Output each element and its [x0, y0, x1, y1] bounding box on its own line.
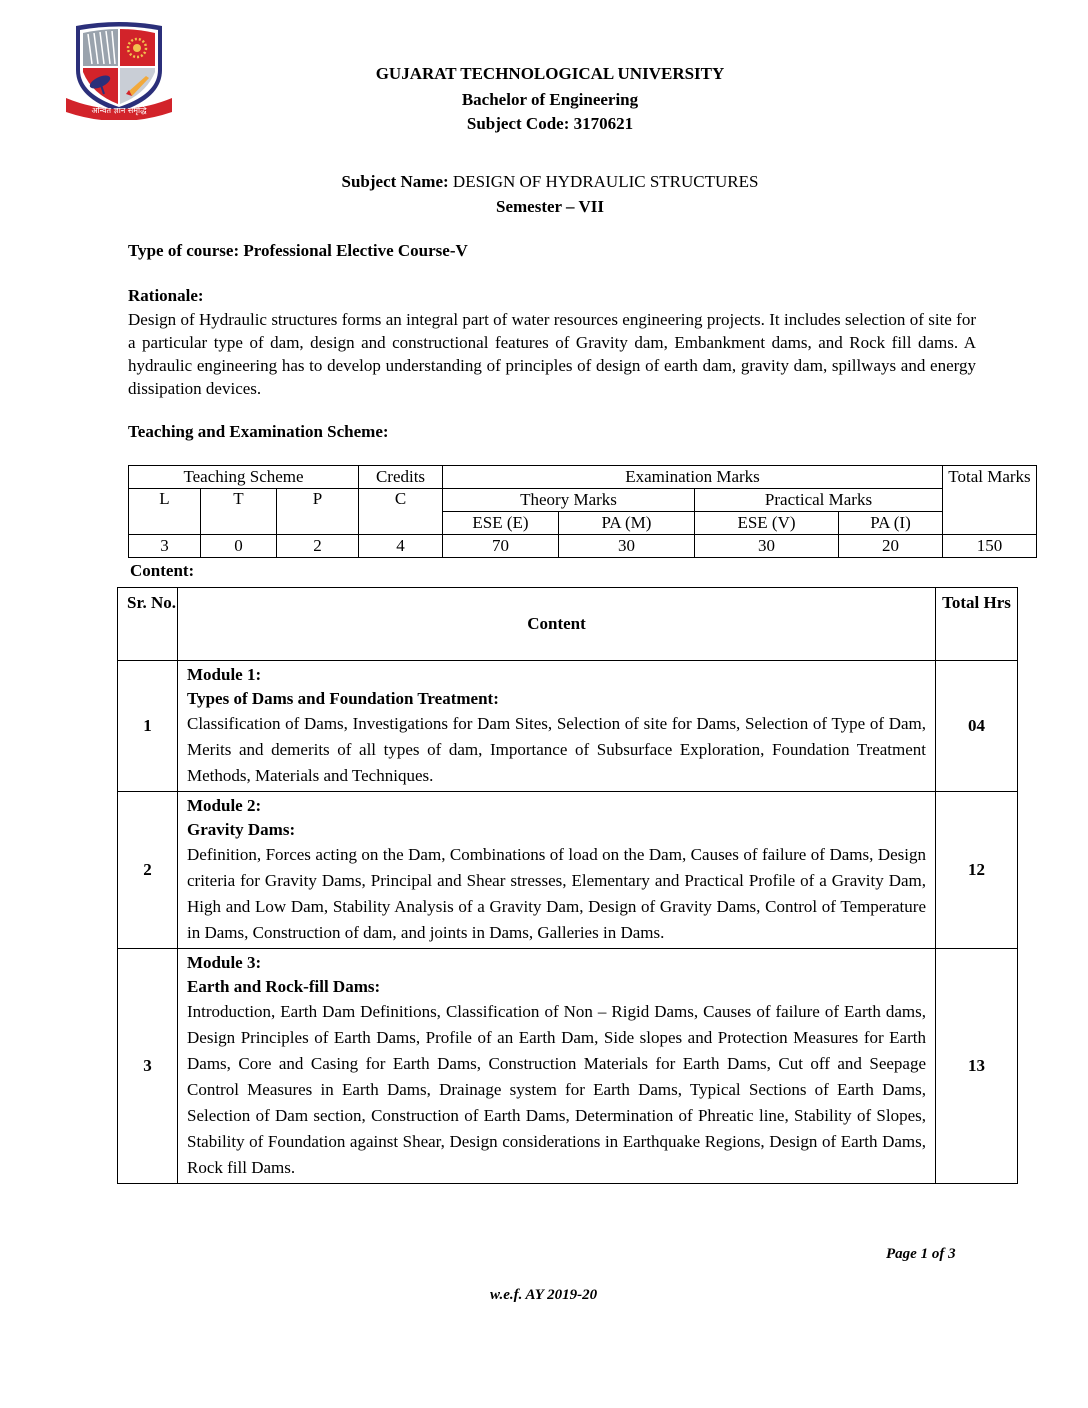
- module-number: Module 1:: [187, 665, 262, 684]
- content-table: [117, 587, 1018, 1184]
- credits-header: Credits: [359, 466, 443, 489]
- svg-text:अन्वित ज्ञान समृद्धि: अन्वित ज्ञान समृद्धि: [91, 106, 147, 115]
- rationale-text: Design of Hydraulic structures forms an integral part of water resources engineering projects. It includes selection of site for a particular type of dam, design and constructional features of Gravity dam, Embankment dams, and Rock fill dams. A hydraulic engineering has to develop understanding of principles of design of earth dam, gravity dam, spillways and energy dissipation devices.: [128, 310, 976, 398]
- table-row: [118, 792, 1018, 949]
- module-number: Module 2:: [187, 796, 262, 815]
- sr-no: 2: [118, 792, 178, 949]
- pa-m-header: PA (M): [559, 512, 695, 535]
- effective-from: w.e.f. AY 2019-20: [490, 1287, 598, 1303]
- module-text: Introduction, Earth Dam Definitions, Classification of Non – Rigid Dams, Causes of failure of Earth dams, Design Principles of Earth Dams, Profile of an Earth Dam, Side slopes and Protection Measures for Earth Dams, Core and Casing for Earth Dams, Construction Materials for Earth Dams, Cut off and Seepage Control Measures in Earth Dams, Drainage system for Earth Dams, Typical Sections of Earth Dams, Selection of Dam section, Construction of Earth Dams, Determination of Phreatic line, Stability of Slopes, Stability of Foundation against Shear, Design considerations in Earthquake Regions, Design of Earth Dams, Rock fill Dams.: [187, 1002, 926, 1177]
- t-header: T: [201, 489, 277, 535]
- rationale-heading: Rationale:: [128, 286, 204, 305]
- module-text: Classification of Dams, Investigations for Dam Sites, Selection of site for Dams, Selection of Type of Dam, Merits and demerits of all types of dam, Importance of Subsurface Exploration, Foundation Treatment Methods, Materials and Techniques.: [187, 714, 926, 785]
- degree-name: Bachelor of Engineering: [461, 90, 639, 109]
- ese-e-value: 70: [443, 535, 559, 558]
- module-content: [178, 949, 936, 1184]
- content-label: Content:: [130, 561, 195, 580]
- t-value: 0: [201, 535, 277, 558]
- page-number: Page 1 of 3: [886, 1246, 956, 1262]
- p-header: P: [277, 489, 359, 535]
- table-row: [118, 949, 1018, 1184]
- table-row: [118, 661, 1018, 792]
- sr-no-header: Sr. No.: [118, 588, 178, 661]
- content-header: Content: [178, 588, 936, 661]
- subject-name-line: [0, 172, 1088, 192]
- total-marks-header: Total Marks: [943, 466, 1037, 535]
- pa-i-value: 20: [839, 535, 943, 558]
- subject-name-label: Subject Name:: [341, 172, 449, 191]
- module-hours: 13: [936, 949, 1018, 1184]
- module-number: Module 3:: [187, 953, 262, 972]
- p-value: 2: [277, 535, 359, 558]
- module-title: Types of Dams and Foundation Treatment:: [187, 689, 499, 708]
- module-content: [178, 792, 936, 949]
- subject-code: Subject Code: 3170621: [466, 114, 634, 133]
- module-hours: 12: [936, 792, 1018, 949]
- ese-e-header: ESE (E): [443, 512, 559, 535]
- semester: Semester – VII: [496, 197, 604, 216]
- examination-marks-header: Examination Marks: [443, 466, 943, 489]
- ese-v-header: ESE (V): [695, 512, 839, 535]
- l-header: L: [129, 489, 201, 535]
- university-name: GUJARAT TECHNOLOGICAL UNIVERSITY: [375, 64, 725, 83]
- pa-m-value: 30: [559, 535, 695, 558]
- pa-i-header: PA (I): [839, 512, 943, 535]
- module-title: Earth and Rock-fill Dams:: [187, 977, 381, 996]
- content-header-row: [118, 588, 1018, 661]
- theory-marks-header: Theory Marks: [443, 489, 695, 512]
- course-type: Type of course: Professional Elective Course-V: [128, 241, 468, 260]
- module-title: Gravity Dams:: [187, 820, 296, 839]
- total-marks-value: 150: [943, 535, 1037, 558]
- module-content: [178, 661, 936, 792]
- module-hours: 04: [936, 661, 1018, 792]
- c-header: C: [359, 489, 443, 535]
- ese-v-value: 30: [695, 535, 839, 558]
- teaching-scheme-header: Teaching Scheme: [129, 466, 359, 489]
- scheme-table: [128, 465, 1037, 558]
- practical-marks-header: Practical Marks: [695, 489, 943, 512]
- sr-no: 3: [118, 949, 178, 1184]
- module-text: Definition, Forces acting on the Dam, Combinations of load on the Dam, Causes of failure of Dams, Design criteria for Gravity Dams, Principal and Shear stresses, Elementary and Practical Profile of a Gravity Dam, High and Low Dam, Stability Analysis of a Gravity Dam, Design of Gravity Dams, Control of Temperature in Dams, Construction of dam, and joints in Dams, Galleries in Dams.: [187, 845, 926, 942]
- subject-name: DESIGN OF HYDRAULIC STRUCTURES: [448, 172, 759, 191]
- c-value: 4: [359, 535, 443, 558]
- total-hrs-header: Total Hrs: [936, 588, 1018, 661]
- sr-no: 1: [118, 661, 178, 792]
- scheme-heading: Teaching and Examination Scheme:: [128, 422, 389, 441]
- l-value: 3: [129, 535, 201, 558]
